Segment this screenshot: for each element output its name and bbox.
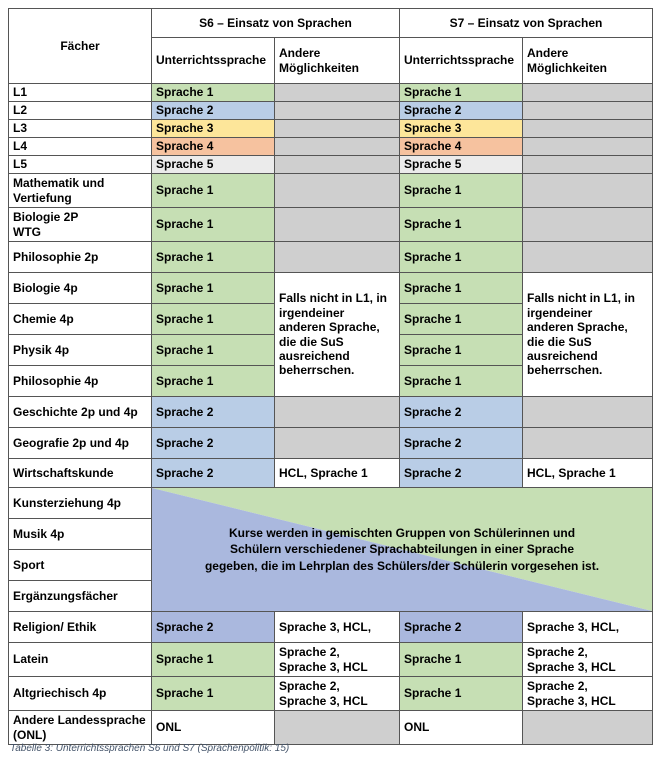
table-row (9, 612, 653, 643)
table-row (9, 84, 653, 102)
table-row (9, 174, 653, 208)
subject-cell: Kunsterziehung 4p (9, 488, 152, 519)
s7-language-cell: Sprache 2 (400, 397, 523, 428)
note-line: die die SuS (527, 334, 592, 349)
s7-other-cell (523, 138, 653, 156)
s7-other-cell (523, 208, 653, 242)
s6-other-cell: HCL, Sprache 1 (275, 459, 400, 488)
header-s7: S7 – Einsatz von Sprachen (400, 9, 653, 38)
s7-other-cell (523, 174, 653, 208)
note-line: die die SuS (279, 334, 344, 349)
header-s7-instruction-language: Unterrichtssprache (400, 38, 523, 84)
subject-cell: Sport (9, 550, 152, 581)
s6-language-cell: Sprache 1 (152, 304, 275, 335)
note-line: beherrschen. (527, 363, 603, 378)
s6-science-note (275, 273, 400, 397)
subject-cell: Altgriechisch 4p (9, 677, 152, 711)
s7-other-cell (523, 397, 653, 428)
s7-other-cell (523, 156, 653, 174)
s7-language-cell: Sprache 1 (400, 304, 523, 335)
s6-language-cell: Sprache 2 (152, 102, 275, 120)
note-line: Falls nicht in L1, in (279, 291, 388, 306)
subject-cell: L2 (9, 102, 152, 120)
note-line: ausreichend (279, 348, 350, 363)
s6-language-cell: Sprache 5 (152, 156, 275, 174)
other-line: Sprache 2, (527, 679, 588, 694)
s6-other-cell (275, 643, 400, 677)
note-line: beherrschen. (279, 363, 355, 378)
subject-line: (ONL) (13, 727, 47, 742)
s7-language-cell: Sprache 2 (400, 612, 523, 643)
table-row (9, 643, 653, 677)
s7-language-cell: Sprache 1 (400, 273, 523, 304)
other-line: Sprache 3, HCL (279, 693, 368, 708)
other-line: Sprache 3, HCL (527, 693, 616, 708)
s6-other-cell: Sprache 3, HCL, (275, 612, 400, 643)
s6-language-cell: Sprache 1 (152, 84, 275, 102)
language-table (8, 8, 653, 745)
s7-language-cell: Sprache 2 (400, 459, 523, 488)
table-row (9, 459, 653, 488)
s6-language-cell: Sprache 1 (152, 242, 275, 273)
s6-other-cell (275, 174, 400, 208)
table-row (9, 273, 653, 304)
s7-language-cell: Sprache 1 (400, 84, 523, 102)
note-line: Falls nicht in L1, in (527, 291, 636, 306)
table-row (9, 242, 653, 273)
subject-cell: Physik 4p (9, 335, 152, 366)
subject-cell: Philosophie 4p (9, 366, 152, 397)
note-line: ausreichend (527, 348, 598, 363)
subject-cell (9, 711, 152, 745)
header-s6-other-options: Andere Möglichkeiten (275, 38, 400, 84)
header-s7-other-options: Andere Möglichkeiten (523, 38, 653, 84)
s7-language-cell: Sprache 1 (400, 677, 523, 711)
table-row (9, 397, 653, 428)
subject-line: Biologie 2P (13, 210, 79, 225)
header-subjects: Fächer (9, 9, 152, 84)
s6-other-cell (275, 242, 400, 273)
subject-cell: Philosophie 2p (9, 242, 152, 273)
s6-other-cell (275, 677, 400, 711)
s6-other-cell (275, 84, 400, 102)
s6-other-cell (275, 138, 400, 156)
s6-language-cell: Sprache 2 (152, 612, 275, 643)
s6-language-cell: Sprache 1 (152, 273, 275, 304)
s7-other-cell (523, 677, 653, 711)
mixed-groups-cell (152, 488, 653, 612)
note-line: irgendeiner (279, 305, 345, 320)
s7-other-cell (523, 643, 653, 677)
s7-language-cell: Sprache 3 (400, 120, 523, 138)
subject-cell: Musik 4p (9, 519, 152, 550)
s7-language-cell: Sprache 1 (400, 174, 523, 208)
s6-language-cell: ONL (152, 711, 275, 745)
s6-language-cell: Sprache 1 (152, 335, 275, 366)
s7-language-cell: Sprache 4 (400, 138, 523, 156)
s6-other-cell (275, 120, 400, 138)
subject-cell: Wirtschaftskunde (9, 459, 152, 488)
s7-other-cell (523, 242, 653, 273)
s7-language-cell: Sprache 2 (400, 102, 523, 120)
s6-other-cell (275, 208, 400, 242)
subject-cell: Religion/ Ethik (9, 612, 152, 643)
s6-language-cell: Sprache 1 (152, 643, 275, 677)
s7-language-cell: Sprache 1 (400, 366, 523, 397)
table-caption: Tabelle 3: Unterrichtssprachen S6 und S7 (Sprachenpolitik: 15) (10, 743, 290, 754)
s7-language-cell: Sprache 2 (400, 428, 523, 459)
table-row (9, 138, 653, 156)
other-line: Sprache 3, HCL (279, 659, 368, 674)
s7-language-cell: Sprache 1 (400, 208, 523, 242)
subject-cell: L4 (9, 138, 152, 156)
s7-other-cell: HCL, Sprache 1 (523, 459, 653, 488)
s6-other-cell (275, 397, 400, 428)
mixed-groups-note (152, 488, 652, 611)
subject-cell: Geschichte 2p und 4p (9, 397, 152, 428)
table-row (9, 488, 653, 519)
s6-language-cell: Sprache 1 (152, 366, 275, 397)
subject-cell: L3 (9, 120, 152, 138)
s6-language-cell: Sprache 2 (152, 459, 275, 488)
note-line: irgendeiner (527, 305, 593, 320)
subject-cell: Geografie 2p und 4p (9, 428, 152, 459)
subject-cell: Mathematik und Vertiefung (9, 174, 152, 208)
table-row (9, 711, 653, 745)
table-row (9, 677, 653, 711)
table-row (9, 208, 653, 242)
s7-language-cell: Sprache 1 (400, 643, 523, 677)
subject-cell: L5 (9, 156, 152, 174)
note-line: Kurse werden in gemischten Gruppen von Schülerinnen und (228, 526, 576, 541)
note-line: Schülern verschiedener Sprachabteilungen in einer Sprache (229, 542, 575, 557)
s7-language-cell: Sprache 1 (400, 335, 523, 366)
subject-line: WTG (13, 224, 41, 239)
s7-other-cell (523, 102, 653, 120)
other-line: Sprache 3, HCL (527, 659, 616, 674)
s6-other-cell (275, 711, 400, 745)
table-row (9, 156, 653, 174)
table-row (9, 120, 653, 138)
header-s6-instruction-language: Unterrichtssprache (152, 38, 275, 84)
note-line: gegeben, die im Lehrplan des Schülers/der Schülerin vorgesehen ist. (204, 558, 600, 573)
subject-line: Andere Landessprache (13, 713, 146, 728)
s7-other-cell (523, 711, 653, 745)
s6-language-cell: Sprache 1 (152, 677, 275, 711)
s6-language-cell: Sprache 4 (152, 138, 275, 156)
s7-science-note (523, 273, 653, 397)
s7-other-cell (523, 120, 653, 138)
header-s6: S6 – Einsatz von Sprachen (152, 9, 400, 38)
s6-other-cell (275, 428, 400, 459)
other-line: Sprache 2, (279, 679, 340, 694)
table-row (9, 428, 653, 459)
note-line: anderen Sprache, (527, 320, 628, 335)
subject-cell (9, 208, 152, 242)
subject-cell: L1 (9, 84, 152, 102)
subject-cell: Ergänzungsfächer (9, 581, 152, 612)
s7-other-cell (523, 428, 653, 459)
subject-cell: Chemie 4p (9, 304, 152, 335)
other-line: Sprache 2, (279, 645, 340, 660)
s7-other-cell: Sprache 3, HCL, (523, 612, 653, 643)
other-line: Sprache 2, (527, 645, 588, 660)
s7-language-cell: Sprache 5 (400, 156, 523, 174)
s7-other-cell (523, 84, 653, 102)
s6-language-cell: Sprache 3 (152, 120, 275, 138)
subject-cell: Biologie 4p (9, 273, 152, 304)
s7-language-cell: Sprache 1 (400, 242, 523, 273)
s6-language-cell: Sprache 2 (152, 397, 275, 428)
s6-other-cell (275, 102, 400, 120)
table-row (9, 102, 653, 120)
s6-language-cell: Sprache 1 (152, 174, 275, 208)
s6-language-cell: Sprache 2 (152, 428, 275, 459)
s6-language-cell: Sprache 1 (152, 208, 275, 242)
note-line: anderen Sprache, (279, 320, 380, 335)
subject-cell: Latein (9, 643, 152, 677)
s7-language-cell: ONL (400, 711, 523, 745)
s6-other-cell (275, 156, 400, 174)
